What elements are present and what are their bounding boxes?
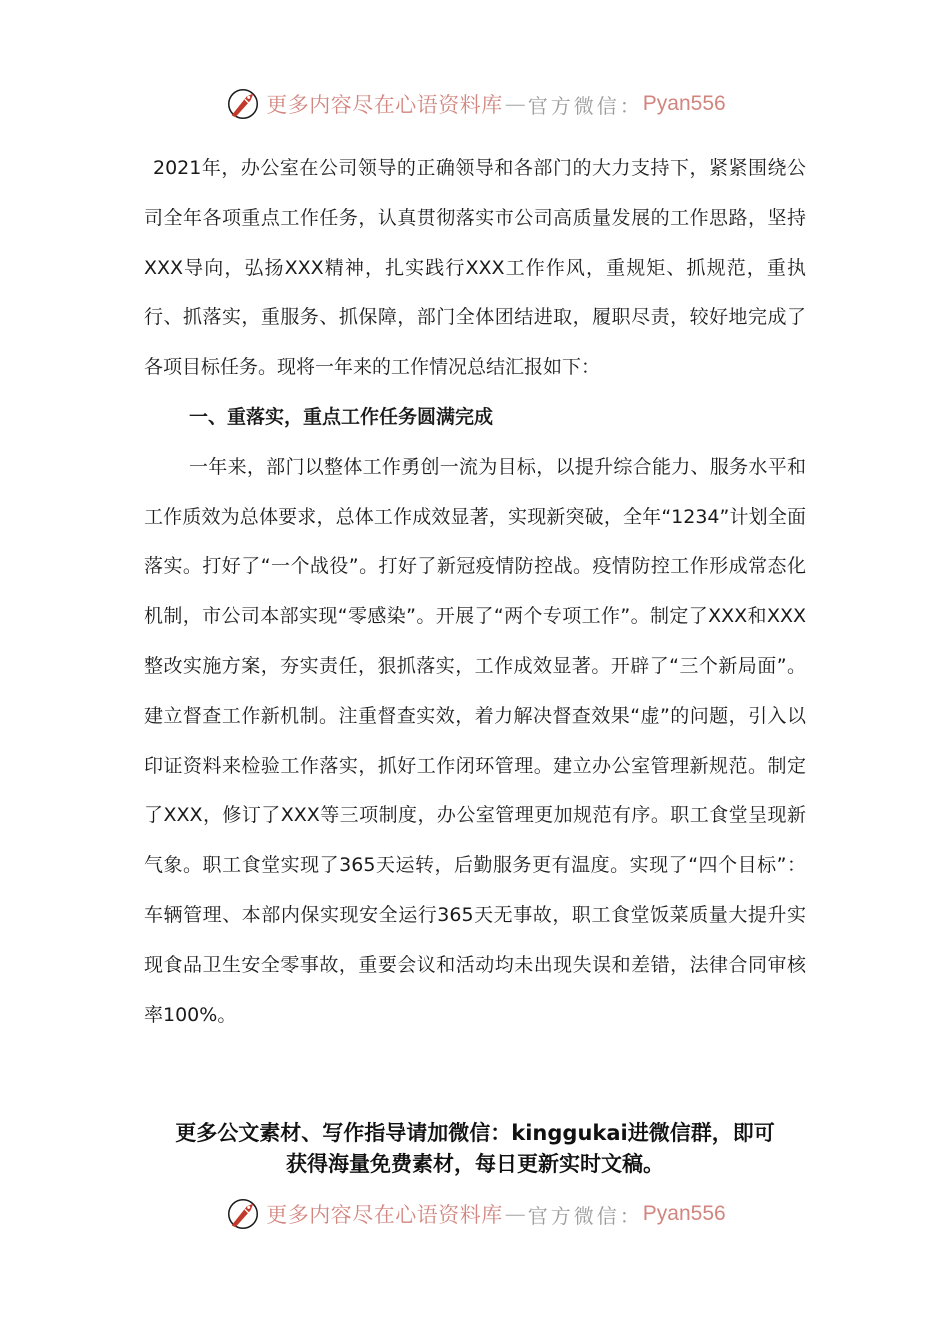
banner-wechat-id: Pyan556 — [642, 1202, 726, 1225]
banner-separator: — — [504, 1202, 526, 1226]
section-heading: 一、重落实，重点工作任务圆满完成 — [189, 405, 494, 428]
document-body — [144, 144, 806, 1040]
banner-wechat-label: 官方微信： — [527, 1203, 643, 1228]
banner-wechat-label: 官方微信： — [527, 93, 643, 118]
pen-nib-logo-icon — [224, 1195, 262, 1233]
section-paragraph: 一年来，部门以整体工作勇创一流为目标，以提升综合能力、服务水平和工作质效为总体要求，总体工作成效显著，实现新突破，全年“1234”计划全面落实。打好了“一个战役”。打好了新冠疫情防控战。疫情防控工作形成常态化机制，市公司本部实现“零感染”。开展了“两个专项工作”。制定了XXX和XXX整改实施方案，夯实责任，狠抓落实，工作成效显著。开辟了“三个新局面”。建立督查工作新机制。注重督查实效，着力解决督查效果“虚”的问题，引入以印证资料来检验工作落实，抓好工作闭环管理。建立办公室管理新规范。制定了XXX，修订了XXX等三项制度，办公室管理更加规范有序。职工食堂呈现新气象。职工食堂实现了365天运转，后勤服务更有温度。实现了“四个目标”：车辆管理、本部内保实现安全运行365天无事故，职工食堂饭菜质量大提升实现食品卫生安全零事故，重要会议和活动均未出现失误和差错，法律合同审核率100%。 — [144, 455, 806, 1026]
banner-brand-text: 更多内容尽在心语资料库 — [266, 93, 503, 117]
banner-wechat-id: Pyan556 — [642, 92, 726, 115]
footer-banner — [0, 1192, 950, 1236]
promo-line-2: 获得海量免费素材，每日更新实时文稿。 — [286, 1152, 664, 1176]
banner-separator: — — [504, 92, 526, 116]
intro-paragraph: 2021年，办公室在公司领导的正确领导和各部门的大力支持下，紧紧围绕公司全年各项重点工作任务，认真贯彻落实市公司高质量发展的工作思路，坚持XXX导向，弘扬XXX精神，扎实践行XXX工作作风，重规矩、抓规范，重执行、抓落实，重服务、抓保障，部门全体团结进取，履职尽责，较好地完成了各项目标任务。现将一年来的工作情况总结汇报如下： — [144, 157, 806, 379]
promo-note — [130, 1118, 820, 1180]
pen-nib-logo-icon — [224, 85, 262, 123]
banner-brand-text: 更多内容尽在心语资料库 — [266, 1203, 503, 1227]
header-banner — [0, 82, 950, 126]
promo-line-1: 更多公文素材、写作指导请加微信：kinggukai进微信群，即可 — [175, 1121, 775, 1145]
